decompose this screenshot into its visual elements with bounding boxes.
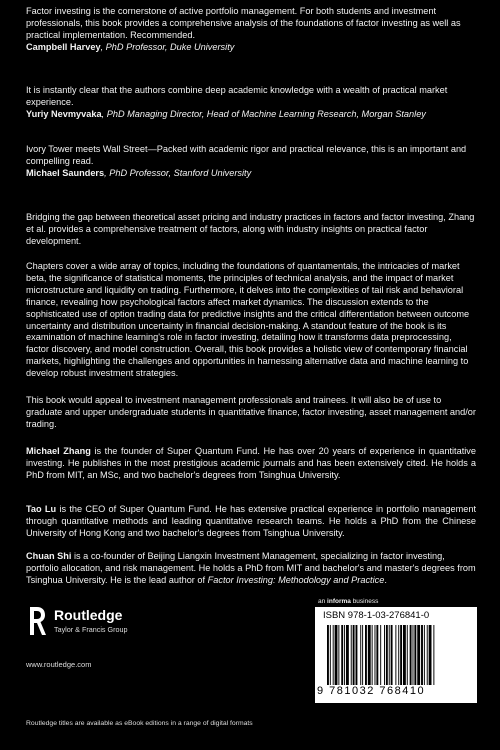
barcode-bar	[372, 625, 373, 685]
barcode-bar	[375, 625, 376, 685]
publisher-logo	[26, 605, 226, 645]
barcode-bar	[353, 625, 355, 685]
endorser-title: , PhD Managing Director, Head of Machine Learning Research, Morgan Stanley	[101, 108, 426, 119]
author-bio: is a co-founder of Beijing Liangxin Investment Management, specializing in factor investing, portfolio allocation, and risk management. He holds a PhD from MIT and bachelor's and master's degrees from Tsinghua University. He is the lead author of	[26, 551, 476, 585]
barcode-bar	[384, 625, 385, 685]
endorser-name: Michael Saunders	[26, 167, 105, 178]
informa-word: informa	[327, 598, 351, 605]
publisher-url: www.routledge.com	[26, 660, 92, 669]
endorser-name: Campbell Harvey	[26, 41, 101, 52]
barcode-bar	[362, 625, 363, 685]
barcode-bar	[327, 625, 329, 685]
endorser-name: Yuriy Nevmyvaka	[26, 108, 102, 119]
barcode-bar	[346, 625, 349, 685]
endorsement-1	[26, 6, 476, 54]
endorsement-quote: Ivory Tower meets Wall Street—Packed with academic rigor and practical relevance, this is an important and compelling read.	[26, 144, 467, 166]
barcode-bar	[356, 625, 358, 685]
barcode-bar	[368, 625, 371, 685]
author-name: Michael Zhang	[26, 446, 91, 456]
description-audience	[26, 395, 476, 431]
barcode-bar	[380, 625, 381, 685]
barcode-bar	[365, 625, 367, 685]
barcode-bar	[414, 625, 416, 685]
author-name: Chuan Shi	[26, 551, 72, 561]
description-paragraph: This book would appeal to investment management professionals and trainees. It will also be of use to graduate and upper undergraduate students in quantitative finance, factor investing, asset management and/or trading.	[26, 395, 476, 429]
barcode-bar	[386, 625, 388, 685]
barcode	[315, 607, 477, 703]
description-paragraph: Bridging the gap between theoretical asset pricing and industry practices in factors and factor investing, Zhang et al. provides a comprehensive treatment of factors, along with industry insights on practical factor development.	[26, 212, 475, 246]
barcode-bar	[338, 625, 339, 685]
author-bio: is the founder of Super Quantum Fund. He has over 20 years of experience in quantitative investing. He publishes in the most prestigious academic journals and has been extensively cited. He holds a PhD from MIT, an MSc, and two bachelor's degrees from Tsinghua University.	[26, 446, 476, 480]
endorsement-quote: It is instantly clear that the authors combine deep academic knowledge with a wealth of practical market experience.	[26, 85, 448, 107]
barcode-bar	[427, 625, 428, 685]
routledge-logo-icon	[26, 605, 48, 637]
informa-business	[318, 598, 378, 605]
barcode-bar	[398, 625, 399, 685]
barcode-bar	[333, 625, 334, 685]
barcode-bar	[421, 625, 423, 685]
barcode-bar	[351, 625, 352, 685]
publisher-group: Taylor & Francis Group	[54, 625, 128, 634]
barcode-bar	[391, 625, 393, 685]
publisher-name: Routledge	[54, 607, 123, 623]
informa-prefix: an	[318, 598, 328, 605]
isbn-label: ISBN 978-1-03-276841-0	[323, 610, 430, 621]
barcode-bar	[429, 625, 432, 685]
barcode-bar	[433, 625, 434, 685]
barcode-bar	[344, 625, 345, 685]
endorser-title: , PhD Professor, Duke University	[100, 41, 235, 52]
endorser-title: , PhD Professor, Stanford University	[104, 167, 252, 178]
description-intro	[26, 212, 476, 248]
barcode-bar	[403, 625, 406, 685]
author-bio-2	[26, 504, 476, 540]
barcode-bar	[389, 625, 390, 685]
barcode-bars	[327, 625, 473, 685]
barcode-bar	[360, 625, 361, 685]
barcode-bar	[400, 625, 402, 685]
endorsement-quote: Factor investing is the cornerstone of active portfolio management. For both students and investment professionals, this book provides a comprehensive analysis of the foundations of factor investing as well as practical implementation. Recommended.	[26, 6, 461, 40]
ebook-note: Routledge titles are available as eBook editions in a range of digital formats	[26, 720, 253, 727]
informa-suffix: business	[350, 598, 379, 605]
bio-end: .	[384, 574, 387, 585]
author-bio-1	[26, 446, 476, 482]
author-bio-3	[26, 551, 476, 587]
author-bio: is the CEO of Super Quantum Fund. He has extensive practical experience in portfolio management through quantitative methods and leading quantitative research teams. He holds a PhD from the Chinese University of Hong Kong and two bachelor's degrees from Tsinghua University.	[26, 504, 476, 538]
description-chapters	[26, 261, 476, 380]
barcode-digits: 9 781032 768410	[317, 685, 426, 697]
author-name: Tao Lu	[26, 504, 57, 514]
barcode-bar	[335, 625, 338, 685]
barcode-bar	[341, 625, 343, 685]
barcode-bar	[330, 625, 331, 685]
barcode-bar	[413, 625, 414, 685]
book-title: Factor Investing: Methodology and Practice	[207, 574, 385, 585]
barcode-bar	[424, 625, 425, 685]
barcode-bar	[410, 625, 412, 685]
endorsement-3	[26, 144, 476, 180]
barcode-bar	[395, 625, 396, 685]
endorsement-2	[26, 85, 476, 121]
barcode-bar	[407, 625, 408, 685]
barcode-bar	[417, 625, 420, 685]
barcode-bar	[376, 625, 378, 685]
description-paragraph: Chapters cover a wide array of topics, including the foundations of quantamentals, the intricacies of market beta, the significance of statistical moments, the principles of technical analysis, and the impact of market microstructure and liquidity on trading. Furthermore, it delves into the complexities of tail risk and behavioral finance, revealing how psychological factors affect market dynamics. The discussion extends to the sophisticated use of option trading data for predictive insights and the critical differentiation between outcome uncertainty and distribution uncertainty in financial decision-making. A standout feature of the book is its examination of machine learning's role in factor investing, detailing how it transforms data preprocessing, factor discovery, and model construction. Overall, this book provides a holistic view of contemporary financial markets, highlighting the challenges and opportunities in harnessing alternative data and machine learning to develop robust investment strategies.	[26, 261, 470, 379]
